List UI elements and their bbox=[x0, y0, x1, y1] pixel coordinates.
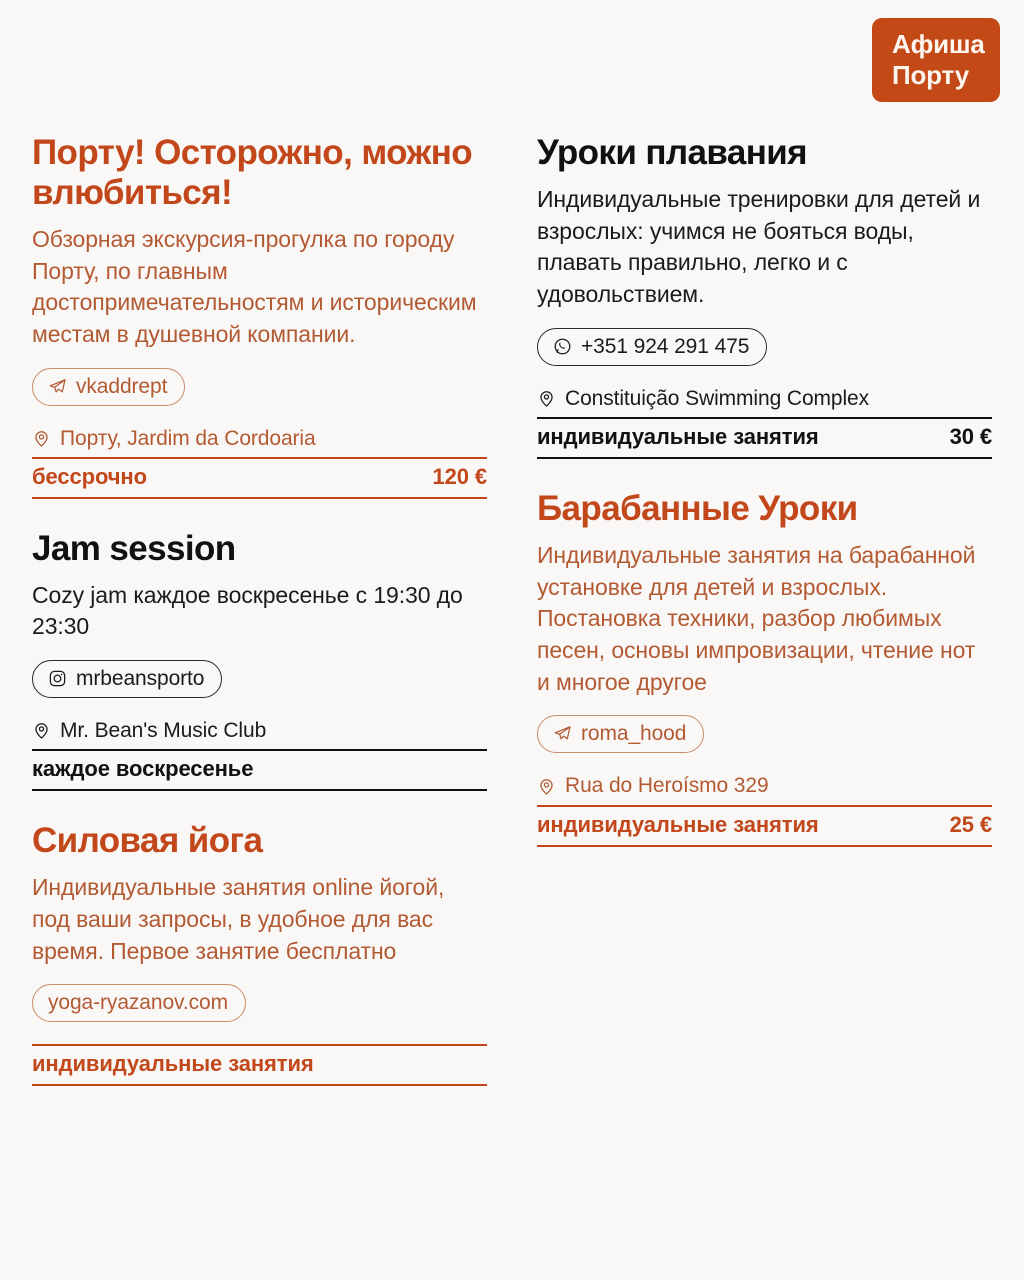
card-title: Уроки плавания bbox=[537, 133, 807, 172]
logo-line-2: Порту bbox=[892, 60, 969, 90]
card-schedule-label: бессрочно bbox=[32, 463, 147, 489]
listing-card-jam-session bbox=[32, 529, 487, 791]
card-footer-bar bbox=[537, 805, 992, 847]
contact-pill-label: yoga-ryazanov.com bbox=[48, 991, 228, 1015]
contact-pill-label: mrbeansporto bbox=[76, 667, 205, 691]
card-description: Cozy jam каждое воскресенье с 19:30 до 23:30 bbox=[32, 581, 463, 640]
map-pin-icon bbox=[32, 429, 51, 448]
instagram-icon bbox=[48, 669, 67, 688]
card-location-label: Rua do Heroísmo 329 bbox=[565, 774, 769, 798]
card-description: Индивидуальные занятия на барабанной установке для детей и взрослых. Постановка техники, разбор любимых песен, основы импровизации, чтение нот и многое другое bbox=[537, 541, 976, 695]
card-location bbox=[537, 774, 992, 804]
card-footer-bar bbox=[32, 1044, 487, 1086]
contact-pill-vkaddrept[interactable] bbox=[32, 368, 185, 406]
card-contact-row bbox=[537, 715, 992, 753]
telegram-icon bbox=[553, 724, 572, 743]
card-footer-bar bbox=[32, 457, 487, 499]
card-location bbox=[537, 387, 992, 417]
card-contact-row bbox=[32, 660, 487, 698]
whatsapp-icon bbox=[553, 337, 572, 356]
listing-columns bbox=[0, 133, 1024, 1116]
card-location-label: Constituição Swimming Complex bbox=[565, 386, 870, 410]
contact-pill-mrbeansporto[interactable] bbox=[32, 660, 222, 698]
map-pin-icon bbox=[537, 777, 556, 796]
card-description: Обзорная экскурсия-прогулка по городу Порту, по главным достопримечательностям и историческим местам в душевной компании. bbox=[32, 225, 477, 347]
card-price: 30 € bbox=[949, 423, 992, 449]
card-footer-bar bbox=[537, 417, 992, 459]
listing-card-уроки-плавания bbox=[537, 133, 992, 459]
map-pin-icon bbox=[537, 389, 556, 408]
contact-pill-label: vkaddrept bbox=[76, 374, 168, 398]
card-price: 120 € bbox=[432, 463, 487, 489]
column-right bbox=[537, 133, 992, 1116]
card-title: Силовая йога bbox=[32, 821, 263, 861]
card-location bbox=[32, 427, 487, 457]
contact-pill-yoga-ryazanov-com[interactable] bbox=[32, 984, 246, 1022]
listing-card-барабанные-уроки bbox=[537, 489, 992, 847]
contact-pill-label: roma_hood bbox=[581, 722, 687, 746]
contact-pill-351-924-291-475[interactable] bbox=[537, 328, 767, 366]
card-location-label: Mr. Bean's Music Club bbox=[60, 719, 267, 743]
card-contact-row bbox=[32, 984, 487, 1022]
card-footer-bar bbox=[32, 749, 487, 791]
card-title: Порту! Осторожно, можно влюбиться! bbox=[32, 133, 473, 212]
card-title: Барабанные Уроки bbox=[537, 488, 858, 528]
card-title: Jam session bbox=[32, 528, 236, 568]
contact-pill-label: +351 924 291 475 bbox=[581, 334, 750, 358]
logo-line-1: Афиша bbox=[892, 29, 985, 60]
card-contact-row bbox=[537, 328, 992, 366]
card-schedule-label: индивидуальные занятия bbox=[537, 423, 819, 449]
listing-card-порту-осторожно-можно-влюбиться bbox=[32, 133, 487, 499]
card-location bbox=[32, 719, 487, 749]
logo-badge bbox=[872, 18, 1000, 102]
card-location-label: Порту, Jardim da Cordoaria bbox=[60, 426, 316, 450]
card-price: 25 € bbox=[949, 811, 992, 837]
column-left bbox=[32, 133, 487, 1116]
map-pin-icon bbox=[32, 721, 51, 740]
telegram-icon bbox=[48, 377, 67, 396]
card-contact-row bbox=[32, 368, 487, 406]
listing-card-силовая-йога bbox=[32, 821, 487, 1086]
card-description: Индивидуальные занятия online йогой, под ваши запросы, в удобное для вас время. Первое занятие бесплатно bbox=[32, 874, 445, 964]
card-schedule-label: индивидуальные занятия bbox=[537, 811, 819, 837]
card-schedule-label: индивидуальные занятия bbox=[32, 1051, 314, 1077]
card-schedule-label: каждое воскресенье bbox=[32, 756, 254, 782]
contact-pill-roma-hood[interactable] bbox=[537, 715, 704, 753]
card-description: Индивидуальные тренировки для детей и взрослых: учимся не бояться воды, плавать правильно, легко и с удовольствием. bbox=[537, 185, 981, 308]
